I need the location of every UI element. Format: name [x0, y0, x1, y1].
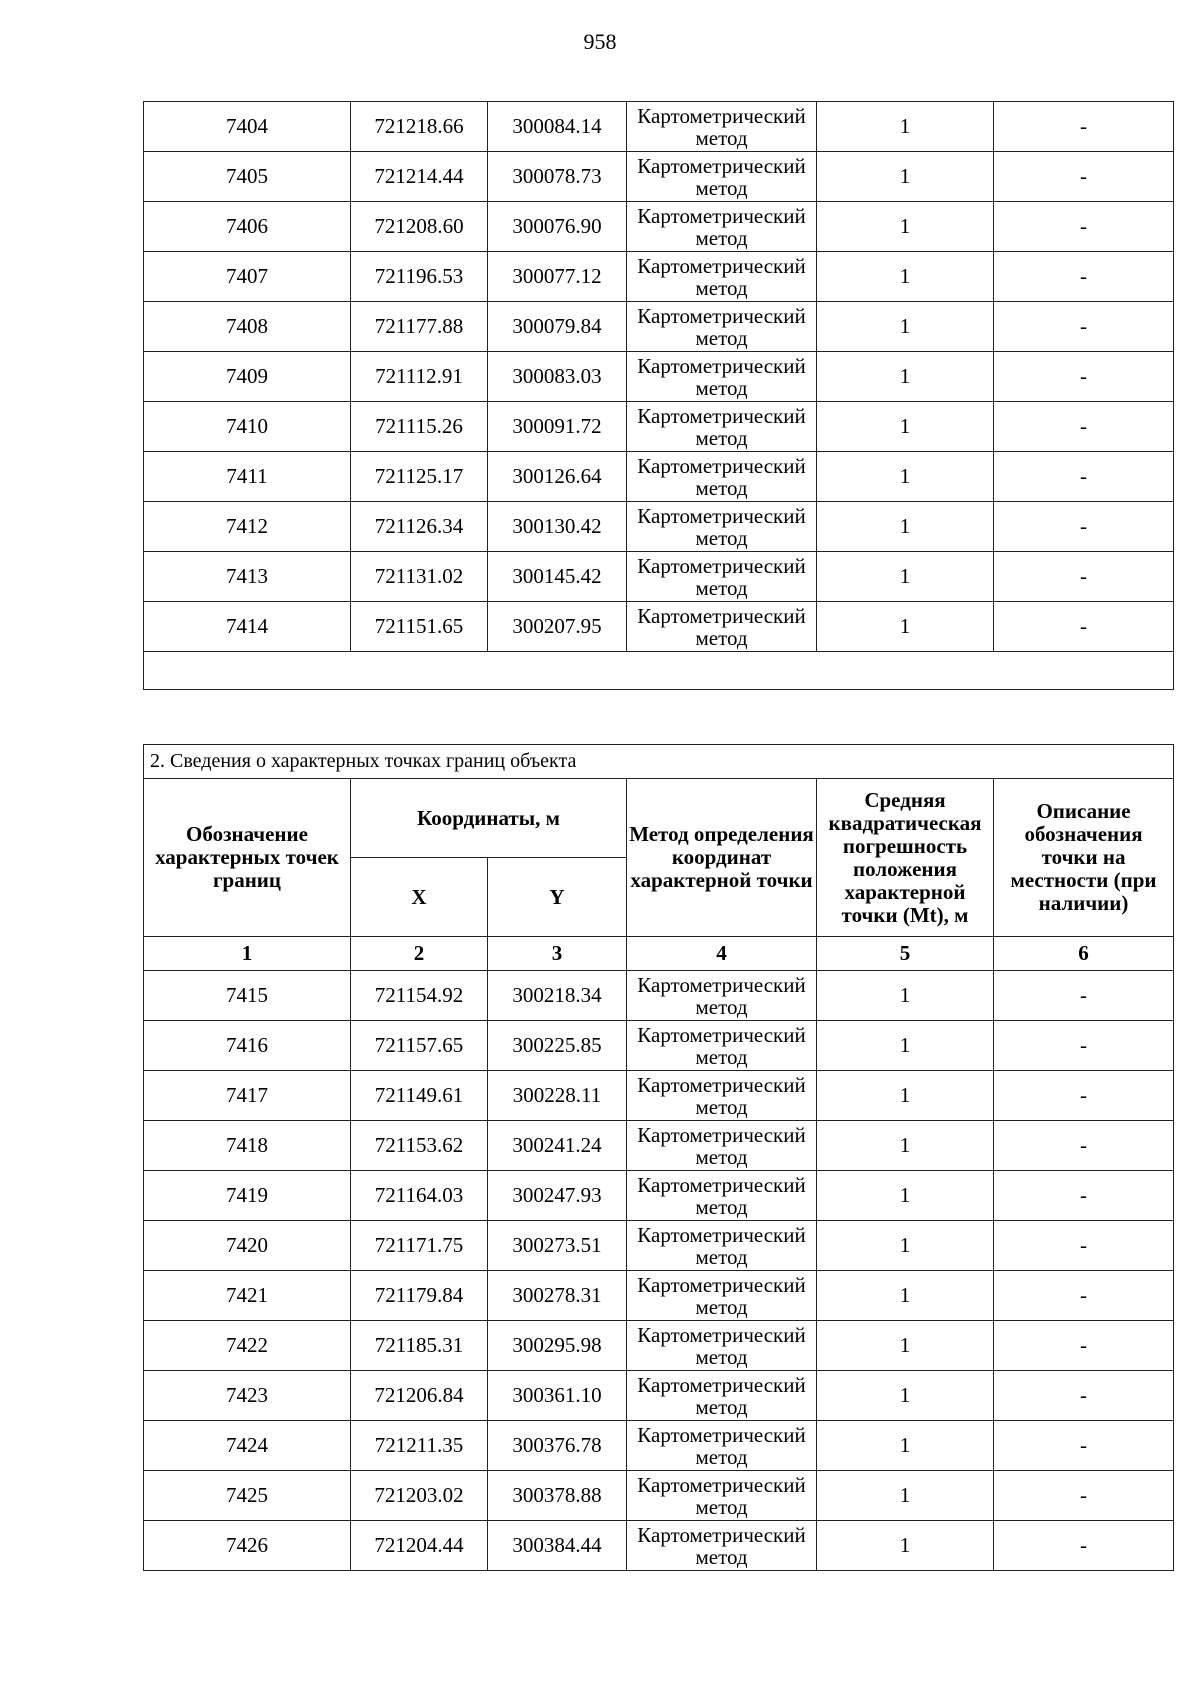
table-row — [144, 402, 1174, 452]
table-row — [144, 202, 1174, 252]
blank-row — [144, 652, 1174, 690]
accuracy-cell: 1 — [817, 402, 994, 452]
method-cell: Картометрический метод — [627, 202, 817, 252]
accuracy-cell: 1 — [817, 302, 994, 352]
method-cell: Картометрический метод — [627, 302, 817, 352]
accuracy-cell: 1 — [817, 1071, 994, 1121]
column-number: 6 — [994, 937, 1174, 971]
point-id-cell: 7407 — [144, 252, 351, 302]
table-row — [144, 1221, 1174, 1271]
accuracy-cell: 1 — [817, 1021, 994, 1071]
y-coordinate-cell: 300376.78 — [488, 1421, 627, 1471]
table-row — [144, 152, 1174, 202]
description-cell: - — [994, 1271, 1174, 1321]
y-coordinate-cell: 300126.64 — [488, 452, 627, 502]
header-accuracy: Средняя квадратическая погрешность положения характерной точки (Mt), м — [817, 779, 994, 937]
blank-cell — [144, 652, 1174, 690]
point-id-cell: 7426 — [144, 1521, 351, 1571]
description-cell: - — [994, 402, 1174, 452]
x-coordinate-cell: 721115.26 — [351, 402, 488, 452]
method-cell: Картометрический метод — [627, 502, 817, 552]
point-id-cell: 7411 — [144, 452, 351, 502]
header-row — [144, 779, 1174, 858]
y-coordinate-cell: 300241.24 — [488, 1121, 627, 1171]
method-cell: Картометрический метод — [627, 1071, 817, 1121]
point-id-cell: 7415 — [144, 971, 351, 1021]
page-number: 958 — [583, 29, 617, 54]
method-cell: Картометрический метод — [627, 1171, 817, 1221]
table-row — [144, 252, 1174, 302]
column-number: 5 — [817, 937, 994, 971]
point-id-cell: 7404 — [144, 102, 351, 152]
table-row — [144, 1121, 1174, 1171]
point-id-cell: 7423 — [144, 1371, 351, 1421]
header-description: Описание обозначения точки на местности (при наличии) — [994, 779, 1174, 937]
point-id-cell: 7419 — [144, 1171, 351, 1221]
y-coordinate-cell: 300295.98 — [488, 1321, 627, 1371]
description-cell: - — [994, 252, 1174, 302]
description-cell: - — [994, 602, 1174, 652]
x-coordinate-cell: 721153.62 — [351, 1121, 488, 1171]
y-coordinate-cell: 300207.95 — [488, 602, 627, 652]
x-coordinate-cell: 721164.03 — [351, 1171, 488, 1221]
table-row — [144, 1421, 1174, 1471]
point-id-cell: 7409 — [144, 352, 351, 402]
header-x: X — [351, 858, 488, 937]
method-cell: Картометрический метод — [627, 1271, 817, 1321]
accuracy-cell: 1 — [817, 1221, 994, 1271]
column-number: 1 — [144, 937, 351, 971]
y-coordinate-cell: 300225.85 — [488, 1021, 627, 1071]
column-number-row — [144, 937, 1174, 971]
table-row — [144, 1271, 1174, 1321]
accuracy-cell: 1 — [817, 102, 994, 152]
x-coordinate-cell: 721131.02 — [351, 552, 488, 602]
point-id-cell: 7405 — [144, 152, 351, 202]
y-coordinate-cell: 300384.44 — [488, 1521, 627, 1571]
method-cell: Картометрический метод — [627, 152, 817, 202]
y-coordinate-cell: 300078.73 — [488, 152, 627, 202]
method-cell: Картометрический метод — [627, 452, 817, 502]
header-y: Y — [488, 858, 627, 937]
x-coordinate-cell: 721196.53 — [351, 252, 488, 302]
accuracy-cell: 1 — [817, 202, 994, 252]
accuracy-cell: 1 — [817, 1521, 994, 1571]
point-id-cell: 7417 — [144, 1071, 351, 1121]
accuracy-cell: 1 — [817, 352, 994, 402]
x-coordinate-cell: 721157.65 — [351, 1021, 488, 1071]
table2-body — [144, 745, 1174, 1571]
y-coordinate-cell: 300218.34 — [488, 971, 627, 1021]
method-cell: Картометрический метод — [627, 102, 817, 152]
accuracy-cell: 1 — [817, 502, 994, 552]
method-cell: Картометрический метод — [627, 1371, 817, 1421]
y-coordinate-cell: 300091.72 — [488, 402, 627, 452]
x-coordinate-cell: 721204.44 — [351, 1521, 488, 1571]
description-cell: - — [994, 1171, 1174, 1221]
table-row — [144, 302, 1174, 352]
accuracy-cell: 1 — [817, 1321, 994, 1371]
column-number: 4 — [627, 937, 817, 971]
y-coordinate-cell: 300145.42 — [488, 552, 627, 602]
method-cell: Картометрический метод — [627, 402, 817, 452]
method-cell: Картометрический метод — [627, 1471, 817, 1521]
x-coordinate-cell: 721206.84 — [351, 1371, 488, 1421]
x-coordinate-cell: 721154.92 — [351, 971, 488, 1021]
y-coordinate-cell: 300247.93 — [488, 1171, 627, 1221]
point-id-cell: 7414 — [144, 602, 351, 652]
table-row — [144, 1471, 1174, 1521]
method-cell: Картометрический метод — [627, 1421, 817, 1471]
table-row — [144, 102, 1174, 152]
method-cell: Картометрический метод — [627, 252, 817, 302]
table-row — [144, 452, 1174, 502]
accuracy-cell: 1 — [817, 1421, 994, 1471]
method-cell: Картометрический метод — [627, 352, 817, 402]
description-cell: - — [994, 302, 1174, 352]
table-row — [144, 502, 1174, 552]
accuracy-cell: 1 — [817, 552, 994, 602]
y-coordinate-cell: 300076.90 — [488, 202, 627, 252]
method-cell: Картометрический метод — [627, 1121, 817, 1171]
description-cell: - — [994, 1221, 1174, 1271]
point-id-cell: 7410 — [144, 402, 351, 452]
description-cell: - — [994, 1071, 1174, 1121]
boundary-points-table — [143, 744, 1174, 1571]
table-row — [144, 602, 1174, 652]
accuracy-cell: 1 — [817, 1271, 994, 1321]
accuracy-cell: 1 — [817, 602, 994, 652]
x-coordinate-cell: 721125.17 — [351, 452, 488, 502]
accuracy-cell: 1 — [817, 1121, 994, 1171]
description-cell: - — [994, 552, 1174, 602]
y-coordinate-cell: 300361.10 — [488, 1371, 627, 1421]
x-coordinate-cell: 721151.65 — [351, 602, 488, 652]
description-cell: - — [994, 1371, 1174, 1421]
method-cell: Картометрический метод — [627, 552, 817, 602]
table-row — [144, 1071, 1174, 1121]
x-coordinate-cell: 721171.75 — [351, 1221, 488, 1271]
accuracy-cell: 1 — [817, 1371, 994, 1421]
header-coordinates: Координаты, м — [351, 779, 627, 858]
x-coordinate-cell: 721203.02 — [351, 1471, 488, 1521]
header-designation: Обозначение характерных точек границ — [144, 779, 351, 937]
point-id-cell: 7421 — [144, 1271, 351, 1321]
method-cell: Картометрический метод — [627, 1021, 817, 1071]
x-coordinate-cell: 721214.44 — [351, 152, 488, 202]
x-coordinate-cell: 721208.60 — [351, 202, 488, 252]
table-row — [144, 552, 1174, 602]
table-row — [144, 1371, 1174, 1421]
accuracy-cell: 1 — [817, 452, 994, 502]
x-coordinate-cell: 721177.88 — [351, 302, 488, 352]
y-coordinate-cell: 300228.11 — [488, 1071, 627, 1121]
accuracy-cell: 1 — [817, 152, 994, 202]
method-cell: Картометрический метод — [627, 971, 817, 1021]
header-method: Метод определения координат характерной точки — [627, 779, 817, 937]
table-row — [144, 352, 1174, 402]
column-number: 3 — [488, 937, 627, 971]
y-coordinate-cell: 300130.42 — [488, 502, 627, 552]
section-title: 2. Сведения о характерных точках границ объекта — [144, 745, 1174, 779]
description-cell: - — [994, 502, 1174, 552]
description-cell: - — [994, 452, 1174, 502]
method-cell: Картометрический метод — [627, 1321, 817, 1371]
x-coordinate-cell: 721218.66 — [351, 102, 488, 152]
description-cell: - — [994, 1321, 1174, 1371]
point-id-cell: 7420 — [144, 1221, 351, 1271]
accuracy-cell: 1 — [817, 1171, 994, 1221]
y-coordinate-cell: 300077.12 — [488, 252, 627, 302]
accuracy-cell: 1 — [817, 252, 994, 302]
x-coordinate-cell: 721211.35 — [351, 1421, 488, 1471]
table1-body — [144, 102, 1174, 690]
description-cell: - — [994, 1021, 1174, 1071]
y-coordinate-cell: 300273.51 — [488, 1221, 627, 1271]
y-coordinate-cell: 300083.03 — [488, 352, 627, 402]
y-coordinate-cell: 300278.31 — [488, 1271, 627, 1321]
point-id-cell: 7406 — [144, 202, 351, 252]
description-cell: - — [994, 202, 1174, 252]
description-cell: - — [994, 1421, 1174, 1471]
y-coordinate-cell: 300079.84 — [488, 302, 627, 352]
point-id-cell: 7412 — [144, 502, 351, 552]
point-id-cell: 7424 — [144, 1421, 351, 1471]
description-cell: - — [994, 352, 1174, 402]
y-coordinate-cell: 300084.14 — [488, 102, 627, 152]
point-id-cell: 7413 — [144, 552, 351, 602]
accuracy-cell: 1 — [817, 971, 994, 1021]
table-row — [144, 971, 1174, 1021]
section-title-row — [144, 745, 1174, 779]
description-cell: - — [994, 1121, 1174, 1171]
x-coordinate-cell: 721149.61 — [351, 1071, 488, 1121]
method-cell: Картометрический метод — [627, 602, 817, 652]
point-id-cell: 7418 — [144, 1121, 351, 1171]
method-cell: Картометрический метод — [627, 1521, 817, 1571]
x-coordinate-cell: 721179.84 — [351, 1271, 488, 1321]
description-cell: - — [994, 152, 1174, 202]
table-row — [144, 1171, 1174, 1221]
coordinates-table-continued — [143, 101, 1174, 690]
point-id-cell: 7425 — [144, 1471, 351, 1521]
description-cell: - — [994, 1471, 1174, 1521]
description-cell: - — [994, 971, 1174, 1021]
table-row — [144, 1321, 1174, 1371]
point-id-cell: 7422 — [144, 1321, 351, 1371]
method-cell: Картометрический метод — [627, 1221, 817, 1271]
x-coordinate-cell: 721112.91 — [351, 352, 488, 402]
point-id-cell: 7416 — [144, 1021, 351, 1071]
table-row — [144, 1521, 1174, 1571]
table-row — [144, 1021, 1174, 1071]
description-cell: - — [994, 102, 1174, 152]
x-coordinate-cell: 721185.31 — [351, 1321, 488, 1371]
column-number: 2 — [351, 937, 488, 971]
accuracy-cell: 1 — [817, 1471, 994, 1521]
description-cell: - — [994, 1521, 1174, 1571]
point-id-cell: 7408 — [144, 302, 351, 352]
y-coordinate-cell: 300378.88 — [488, 1471, 627, 1521]
x-coordinate-cell: 721126.34 — [351, 502, 488, 552]
